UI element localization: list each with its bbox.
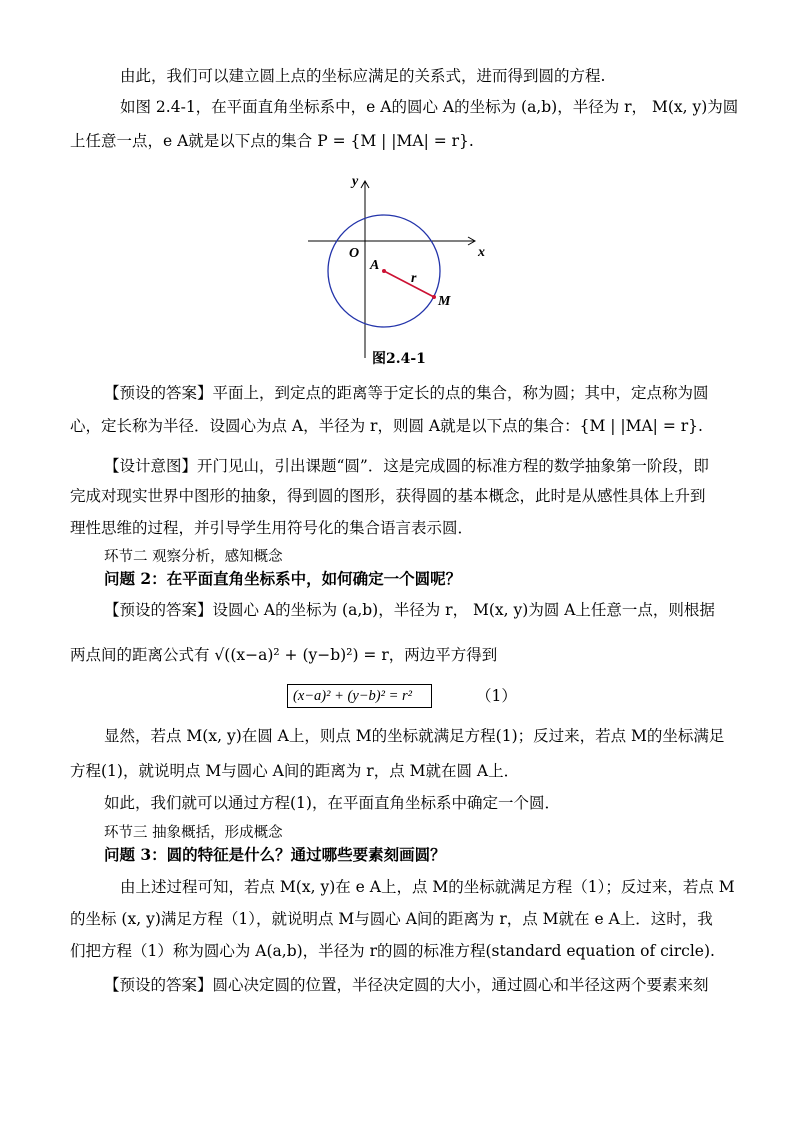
paragraph-line-19: 的坐标 (x, y)满足方程（1），就说明点 M与圆心 A间的距离为 r，点 M就在 e A上．这时，我 <box>70 910 713 928</box>
paragraph-line-1: 由此，我们可以建立圆上点的坐标应满足的关系式，进而得到圆的方程. <box>120 67 606 85</box>
equation-number: （1） <box>476 687 517 705</box>
paragraph-line-20: 们把方程（1）称为圆心为 A(a,b)，半径为 r的圆的标准方程(standard equation of circle). <box>70 942 715 960</box>
figure-caption: 图2.4-1 <box>372 351 426 367</box>
paragraph-line-21: 【预设的答案】圆心决定圆的位置，半径决定圆的大小，通过圆心和半径这两个要素来刻 <box>104 976 709 994</box>
label-a: A <box>370 258 380 273</box>
paragraph-line-13: 显然，若点 M(x, y)在圆 A上，则点 M的坐标就满足方程(1)；反过来，若点 M的坐标满足 <box>104 727 725 745</box>
paragraph-line-8: 理性思维的过程，并引导学生用符号化的集合语言表示圆． <box>70 519 474 537</box>
paragraph-line-15: 如此，我们就可以通过方程(1)，在平面直角坐标系中确定一个圆． <box>104 794 560 812</box>
center-point <box>382 269 386 273</box>
label-x: x <box>478 245 485 260</box>
paragraph-line-2: 如图 2.4-1，在平面直角坐标系中，e A的圆心 A的坐标为 (a,b)，半径为 r， M(x, y)为圆 <box>120 98 739 116</box>
paragraph-line-11: 【预设的答案】设圆心 A的坐标为 (a,b)，半径为 r， M(x, y)为圆 A上任意一点，则根据 <box>104 601 715 619</box>
label-o: O <box>349 246 360 261</box>
label-r: r <box>411 271 417 286</box>
paragraph-line-3: 上任意一点，e A就是以下点的集合 P = {M | |MA| = r}. <box>70 132 474 150</box>
paragraph-line-6: 【设计意图】开门见山，引出课题“圆”．这是完成圆的标准方程的数学抽象第一阶段，即 <box>104 457 709 475</box>
section-heading-3: 环节三 抽象概括，形成概念 <box>104 825 283 841</box>
paragraph-line-4: 【预设的答案】平面上，到定点的距离等于定长的点的集合，称为圆；其中，定点称为圆 <box>104 384 709 402</box>
question-3: 问题 3：圆的特征是什么？通过哪些要素刻画圆？ <box>104 845 446 864</box>
section-heading-2: 环节二 观察分析，感知概念 <box>104 549 283 565</box>
label-y: y <box>352 174 359 189</box>
paragraph-line-18: 由上述过程可知，若点 M(x, y)在 e A上，点 M的坐标就满足方程（1）；反过来，若点 M <box>120 878 735 896</box>
boxed-equation: (x−a)² + (y−b)² = r² <box>293 688 413 704</box>
paragraph-line-14: 方程(1)，就说明点 M与圆心 A间的距离为 r，点 M就在圆 A上． <box>70 762 520 780</box>
label-m: M <box>438 294 451 309</box>
paragraph-line-12: 两点间的距离公式有 √((x−a)² + (y−b)²) = r，两边平方得到 <box>70 646 498 664</box>
paragraph-line-5: 心，定长称为半径．设圆心为点 A，半径为 r，则圆 A就是以下点的集合：{M | |MA| = r}. <box>70 417 703 435</box>
point-m <box>432 295 436 299</box>
question-2: 问题 2：在平面直角坐标系中，如何确定一个圆呢？ <box>104 569 462 588</box>
radius-line <box>384 271 434 297</box>
circle-figure <box>290 168 510 368</box>
paragraph-line-7: 完成对现实世界中图形的抽象，得到圆的图形，获得圆的基本概念，此时是从感性具体上升到 <box>70 487 706 505</box>
